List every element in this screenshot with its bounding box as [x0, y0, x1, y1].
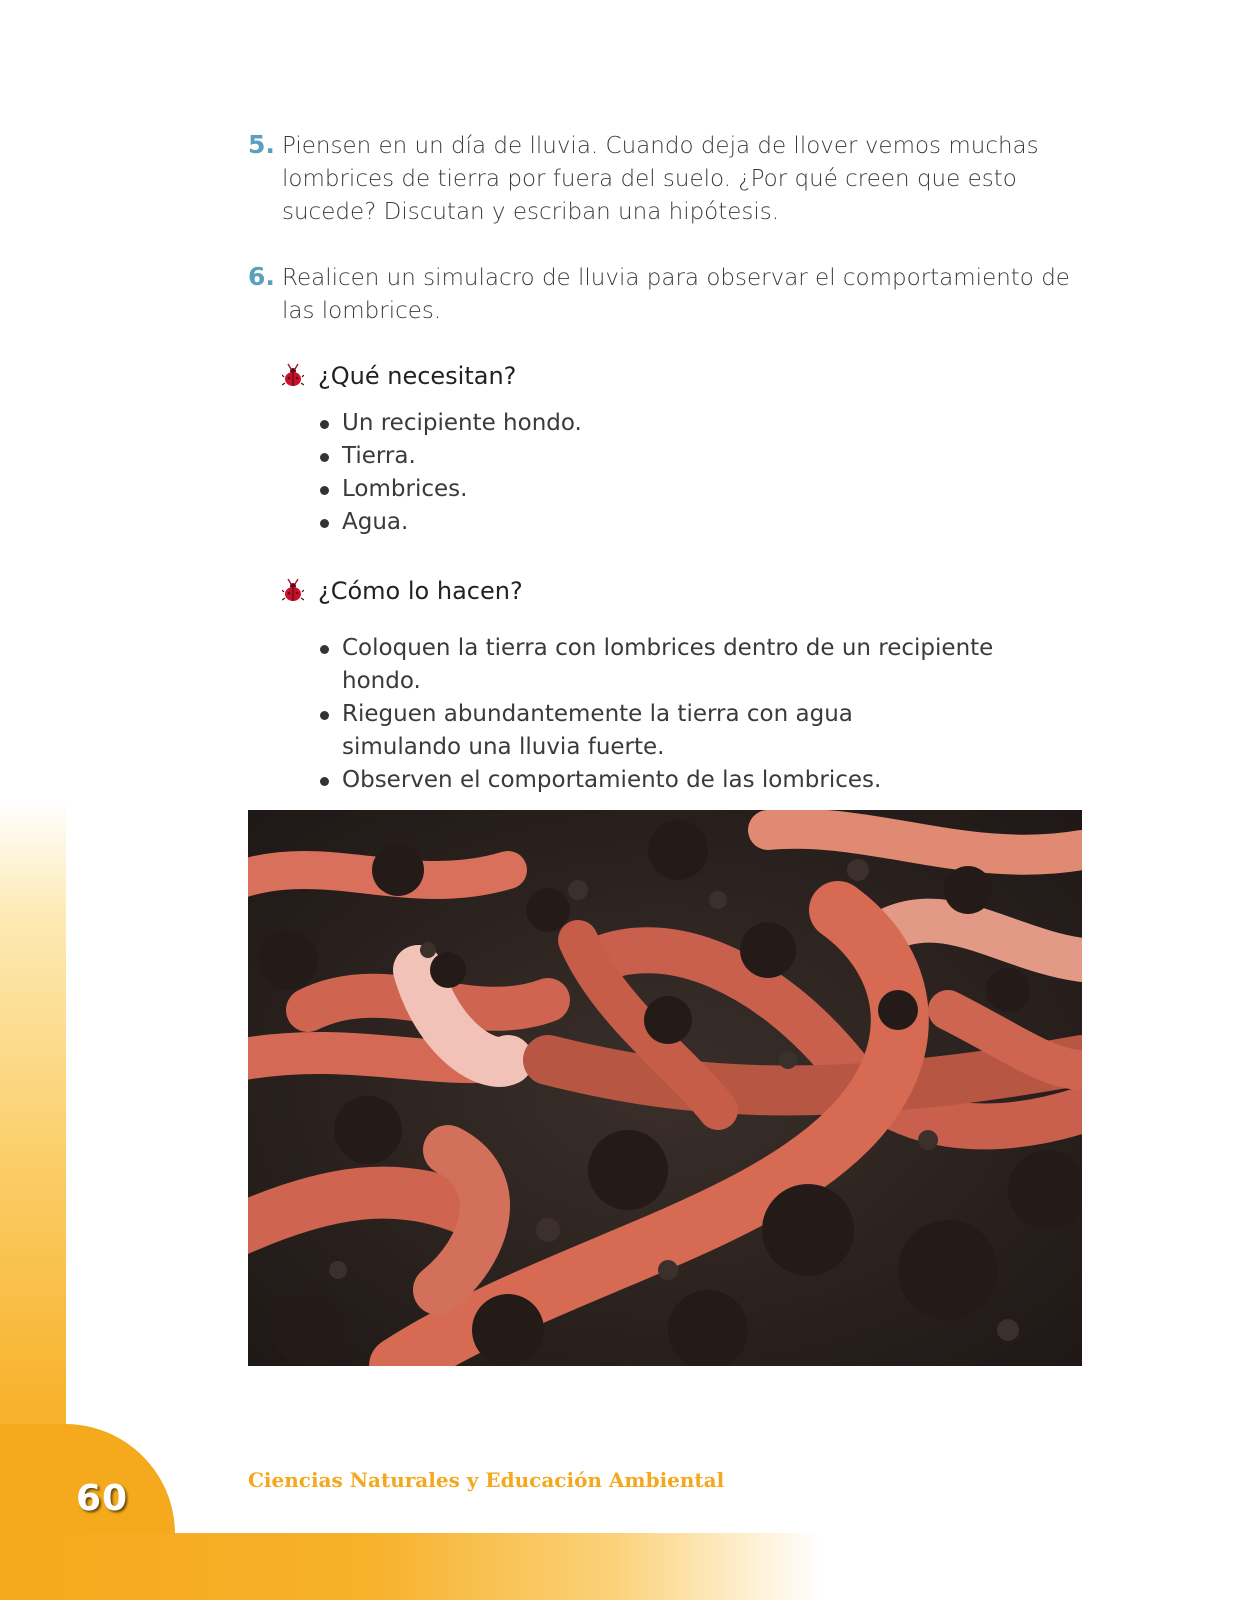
procedure-list [318, 632, 1038, 797]
list-item [318, 506, 582, 539]
materials-list [318, 407, 582, 539]
question-5 [248, 130, 1078, 229]
page-border-bottom [0, 1533, 820, 1600]
list-item [318, 632, 1038, 698]
bullet-icon [320, 420, 329, 429]
list-item [318, 698, 972, 764]
earthworms-image [248, 810, 1082, 1366]
list-item [318, 407, 582, 440]
question-number: 5. [248, 130, 275, 159]
bullet-icon [320, 486, 329, 495]
earthworms-photo [248, 810, 1082, 1366]
list-item [318, 440, 582, 473]
question-6 [248, 262, 1078, 328]
bullet-icon [320, 711, 329, 720]
ladybug-icon [282, 578, 304, 604]
question-text: Piensen en un día de lluvia. Cuando deja de llover vemos muchas lombrices de tierra por fuera del suelo. ¿Por qué creen que esto sucede? Discutan y escriban una hipótesis. [282, 133, 1039, 225]
list-item-text: Observen el comportamiento de las lombrices. [342, 767, 882, 793]
bullet-icon [320, 453, 329, 462]
bullet-icon [320, 777, 329, 786]
list-item [318, 473, 582, 506]
book-title: Ciencias Naturales y Educación Ambiental [248, 1468, 725, 1492]
list-item-text: Tierra. [342, 443, 416, 469]
list-item [318, 764, 1038, 797]
list-item-text: Agua. [342, 509, 409, 535]
list-item-text: Lombrices. [342, 476, 468, 502]
ladybug-icon [282, 363, 304, 389]
materials-heading-row [282, 362, 516, 390]
procedure-heading: ¿Cómo lo hacen? [318, 577, 523, 605]
question-number: 6. [248, 262, 275, 291]
list-item-text: Rieguen abundantemente la tierra con agua simulando una lluvia fuerte. [342, 701, 853, 760]
list-item-text: Coloquen la tierra con lombrices dentro de un recipiente hondo. [342, 635, 994, 694]
bullet-icon [320, 645, 329, 654]
page-number: 60 [76, 1478, 129, 1519]
question-text: Realicen un simulacro de lluvia para observar el comportamiento de las lombrices. [282, 265, 1070, 324]
procedure-heading-row [282, 577, 523, 605]
list-item-text: Un recipiente hondo. [342, 410, 582, 436]
materials-heading: ¿Qué necesitan? [318, 362, 517, 390]
bullet-icon [320, 519, 329, 528]
